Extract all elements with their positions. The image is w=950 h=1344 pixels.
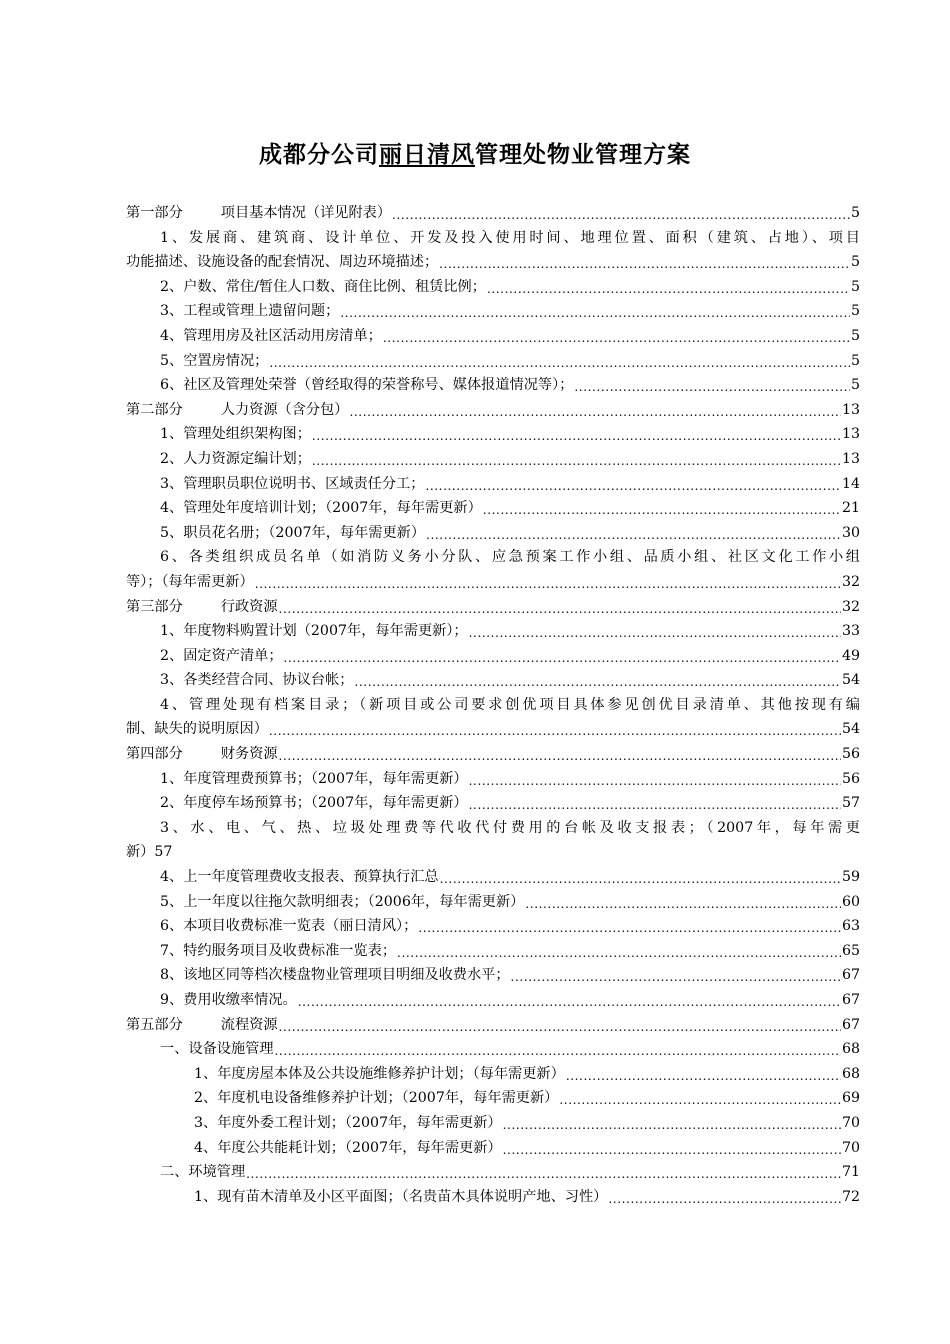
dot-leader <box>255 572 841 590</box>
toc-page-number: 32 <box>841 573 860 590</box>
dot-leader <box>397 941 841 959</box>
toc-entry[interactable] <box>126 1062 860 1087</box>
dot-leader <box>279 597 841 615</box>
toc-page-number: 59 <box>841 869 860 886</box>
title-project-name: 丽日清风 <box>379 142 475 168</box>
toc-entry[interactable] <box>126 275 860 300</box>
dot-leader <box>279 744 841 762</box>
toc-page-number: 33 <box>841 623 860 640</box>
dot-leader <box>503 1113 841 1131</box>
toc-entry[interactable] <box>126 865 860 890</box>
toc-entry-text: 2、户数、常住/暂住人口数、商住比例、租赁比例； <box>160 278 486 295</box>
dot-leader <box>559 1088 841 1106</box>
toc-entry[interactable] <box>126 447 860 472</box>
toc-entry-line1: 3、水、电、气、热、垃圾处理费等代收代付费用的台帐及收支报表；（2007年，每年需更 <box>160 819 860 836</box>
title-prefix: 成都分公司 <box>259 142 379 168</box>
toc-entry-text: 2、年度机电设备维修养护计划；（2007年，每年需更新） <box>194 1090 559 1107</box>
toc-page-number: 72 <box>841 1188 860 1205</box>
toc-entry-text: 2、人力资源定编计划； <box>160 450 311 467</box>
dot-leader <box>483 498 841 516</box>
toc-entry-text: 6、社区及管理处荣誉（曾经取得的荣誉称号、媒体报道情况等）； <box>160 377 574 394</box>
toc-entry[interactable] <box>126 1185 860 1210</box>
toc-entry[interactable] <box>126 988 860 1013</box>
toc-page-number: 13 <box>841 401 860 418</box>
toc-entry-line2: 新）57 <box>126 844 173 861</box>
toc-section[interactable] <box>126 595 860 620</box>
dot-leader <box>469 621 841 639</box>
toc-entry[interactable] <box>126 521 860 546</box>
toc-section[interactable] <box>126 201 860 226</box>
dot-leader <box>275 1039 841 1057</box>
toc-entry-text: 2、固定资产清单； <box>160 647 283 664</box>
toc-entry-text: 3、年度外委工程计划；（2007年，每年需更新） <box>194 1114 502 1131</box>
toc-entry-text <box>126 1013 278 1038</box>
toc-entry[interactable] <box>126 619 860 644</box>
toc-page-number: 69 <box>841 1090 860 1107</box>
toc-entry-text: 4、上一年度管理费收支报表、预算执行汇总 <box>160 869 439 886</box>
toc-entry-line1: 1、发展商、建筑商、设计单位、开发及投入使用时间、地理位置、面积（建筑、占地）、项目 <box>160 229 860 246</box>
toc-entry-text <box>126 595 278 620</box>
dot-leader <box>312 424 841 442</box>
dot-leader <box>284 646 841 664</box>
toc-entry[interactable] <box>126 1136 860 1161</box>
toc-page-number: 30 <box>841 524 860 541</box>
dot-leader <box>383 326 850 344</box>
toc-section-label: 第五部分 <box>126 1016 183 1033</box>
toc-entry[interactable] <box>126 890 860 915</box>
toc-page-number: 60 <box>841 893 860 910</box>
toc-entry-text: 8、该地区同等档次楼盘物业管理项目明细及收费水平； <box>160 967 510 984</box>
toc-page-number: 5 <box>850 377 860 394</box>
dot-leader <box>511 965 841 983</box>
toc-page-number: 5 <box>850 254 860 271</box>
toc-entry-text: 1、年度物料购置计划（2007年，每年需更新）； <box>160 623 468 640</box>
toc-section[interactable] <box>126 742 860 767</box>
toc-page-number: 49 <box>841 647 860 664</box>
toc-entry-text: 功能描述、设施设备的配套情况、周边环境描述； <box>126 254 439 271</box>
toc-entry-line1: 4、管理处现有档案目录；（新项目或公司要求创优项目具体参见创优目录清单、其他按现有编 <box>160 696 860 713</box>
toc-entry[interactable] <box>126 816 860 865</box>
toc-page-number: 57 <box>841 795 860 812</box>
toc-page-number: 71 <box>841 1164 860 1181</box>
toc-section-title: 项目基本情况（详见附表） <box>220 205 392 221</box>
page-title <box>0 136 950 169</box>
toc-entry-line2 <box>126 250 860 275</box>
dot-leader <box>525 892 841 910</box>
toc-page-number: 5 <box>850 327 860 344</box>
dot-leader <box>425 474 841 492</box>
toc-entry[interactable] <box>126 349 860 374</box>
toc-entry[interactable] <box>126 693 860 742</box>
toc-page-number: 68 <box>841 1065 860 1082</box>
dot-leader <box>469 793 841 811</box>
toc-entry-text: 4、年度公共能耗计划；（2007年，每年需更新） <box>194 1139 502 1156</box>
toc-entry-text <box>126 398 348 423</box>
toc-section-label: 第三部分 <box>126 598 183 615</box>
toc-entry-text: 7、特约服务项目及收费标准一览表； <box>160 942 397 959</box>
dot-leader <box>354 670 840 688</box>
toc-page-number: 67 <box>841 1016 860 1033</box>
toc-page-number: 68 <box>841 1041 860 1058</box>
dot-leader <box>426 523 841 541</box>
toc-entry[interactable] <box>126 422 860 447</box>
toc-entry[interactable] <box>126 496 860 521</box>
toc-entry-line2 <box>126 570 860 595</box>
toc-section-label: 第二部分 <box>126 401 183 418</box>
toc-entry-text: 3、管理职员职位说明书、区域责任分工； <box>160 475 425 492</box>
dot-leader <box>440 867 841 885</box>
toc-entry[interactable] <box>126 1086 860 1111</box>
toc-entry[interactable] <box>126 299 860 324</box>
toc-entry-text <box>126 742 278 767</box>
toc-entry-text: 4、管理处年度培训计划；（2007年，每年需更新） <box>160 500 482 517</box>
toc-section[interactable] <box>126 398 860 423</box>
dot-leader <box>439 252 850 270</box>
toc-entry-text: 5、上一年度以往拖欠款明细表；（2006年，每年需更新） <box>160 893 525 910</box>
toc-entry-text: 一、设备设施管理 <box>160 1041 274 1058</box>
toc-section[interactable] <box>126 1013 860 1038</box>
dot-leader <box>574 375 850 393</box>
toc-entry-text: 1、现有苗木清单及小区平面图；（名贵苗木具体说明产地、习性） <box>194 1188 608 1205</box>
toc-page-number: 13 <box>841 450 860 467</box>
toc-entry[interactable] <box>126 545 860 594</box>
toc-entry-line2 <box>126 717 860 742</box>
toc-entry-text: 2、年度停车场预算书；（2007年，每年需更新） <box>160 795 468 812</box>
toc-page-number: 13 <box>841 426 860 443</box>
dot-leader <box>279 1015 841 1033</box>
toc-section-title: 人力资源（含分包） <box>220 401 349 418</box>
dot-leader <box>469 769 841 787</box>
toc-entry-text: 1、管理处组织架构图； <box>160 426 311 443</box>
toc-entry-text: 9、费用收缴率情况。 <box>160 992 297 1008</box>
dot-leader <box>349 400 840 418</box>
toc-entry-text: 1、年度管理费预算书；（2007年，每年需更新） <box>160 770 468 787</box>
toc-entry[interactable] <box>126 1160 860 1185</box>
toc-section-title: 流程资源 <box>220 1016 278 1033</box>
toc-entry[interactable] <box>126 963 860 988</box>
toc-page-number: 14 <box>841 475 860 492</box>
toc-section-label: 第一部分 <box>126 205 183 221</box>
toc-entry-text: 3、各类经营合同、协议台帐； <box>160 672 354 689</box>
toc-entry[interactable] <box>126 668 860 693</box>
toc-entry[interactable] <box>126 324 860 349</box>
toc-page-number: 5 <box>850 205 860 221</box>
toc-section-label: 第四部分 <box>126 746 183 763</box>
toc-entry-text: 1、年度房屋本体及公共设施维修养护计划；（每年需更新） <box>194 1065 565 1082</box>
toc-entry-text: 3、工程或管理上遗留问题； <box>160 303 340 320</box>
toc-page-number: 65 <box>841 942 860 959</box>
toc-entry-line1: 6、各类组织成员名单（如消防义务小分队、应急预案工作小组、品质小组、社区文化工作小组 <box>160 549 860 566</box>
toc-entry-text: 制、缺失的说明原因） <box>126 721 268 738</box>
toc-entry-text: 二、环境管理 <box>160 1164 246 1181</box>
toc-page-number: 54 <box>841 672 860 689</box>
toc-page-number: 67 <box>841 967 860 984</box>
dot-leader <box>312 449 841 467</box>
toc-page-number: 70 <box>841 1114 860 1131</box>
dot-leader <box>269 351 850 369</box>
toc-page-number: 70 <box>841 1139 860 1156</box>
toc-entry[interactable] <box>126 767 860 792</box>
toc-page-number: 21 <box>841 500 860 517</box>
toc-entry-text: 6、本项目收费标准一览表（丽日清风）； <box>160 918 418 935</box>
toc-entry[interactable] <box>126 1111 860 1136</box>
toc-entry-text <box>126 201 391 226</box>
dot-leader <box>269 719 841 737</box>
toc-page-number: 5 <box>850 352 860 369</box>
toc-entry[interactable] <box>126 914 860 939</box>
toc-page-number: 63 <box>841 918 860 935</box>
dot-leader <box>566 1064 841 1082</box>
toc-entry[interactable] <box>126 939 860 964</box>
toc-entry[interactable] <box>126 472 860 497</box>
title-suffix: 管理处物业管理方案 <box>475 142 691 168</box>
toc-section-title: 行政资源 <box>220 598 278 615</box>
toc-page-number: 5 <box>850 278 860 295</box>
dot-leader <box>608 1187 841 1205</box>
toc-entry[interactable] <box>126 644 860 669</box>
toc-page-number: 32 <box>841 598 860 615</box>
toc-page-number: 5 <box>850 303 860 320</box>
toc-page-number: 56 <box>841 770 860 787</box>
dot-leader <box>487 277 850 295</box>
toc-entry[interactable] <box>126 373 860 398</box>
dot-leader <box>503 1138 841 1156</box>
toc-entry-text: 5、职员花名册；（2007年，每年需更新） <box>160 524 426 541</box>
dot-leader <box>246 1162 841 1180</box>
toc-entry[interactable] <box>126 791 860 816</box>
dot-leader <box>298 990 841 1008</box>
toc-page-number: 54 <box>841 721 860 738</box>
toc-entry-text: 5、空置房情况； <box>160 352 269 369</box>
dot-leader <box>418 916 841 934</box>
toc-page-number: 67 <box>841 992 860 1008</box>
toc-entry[interactable] <box>126 226 860 275</box>
toc-entry[interactable] <box>126 1037 860 1062</box>
table-of-contents <box>126 201 860 1209</box>
dot-leader <box>340 301 850 319</box>
toc-section-title: 财务资源 <box>220 746 278 763</box>
toc-entry-text: 4、管理用房及社区活动用房清单； <box>160 327 382 344</box>
toc-page-number: 56 <box>841 746 860 763</box>
toc-entry-text: 等）；（每年需更新） <box>126 573 254 590</box>
dot-leader <box>392 203 850 221</box>
